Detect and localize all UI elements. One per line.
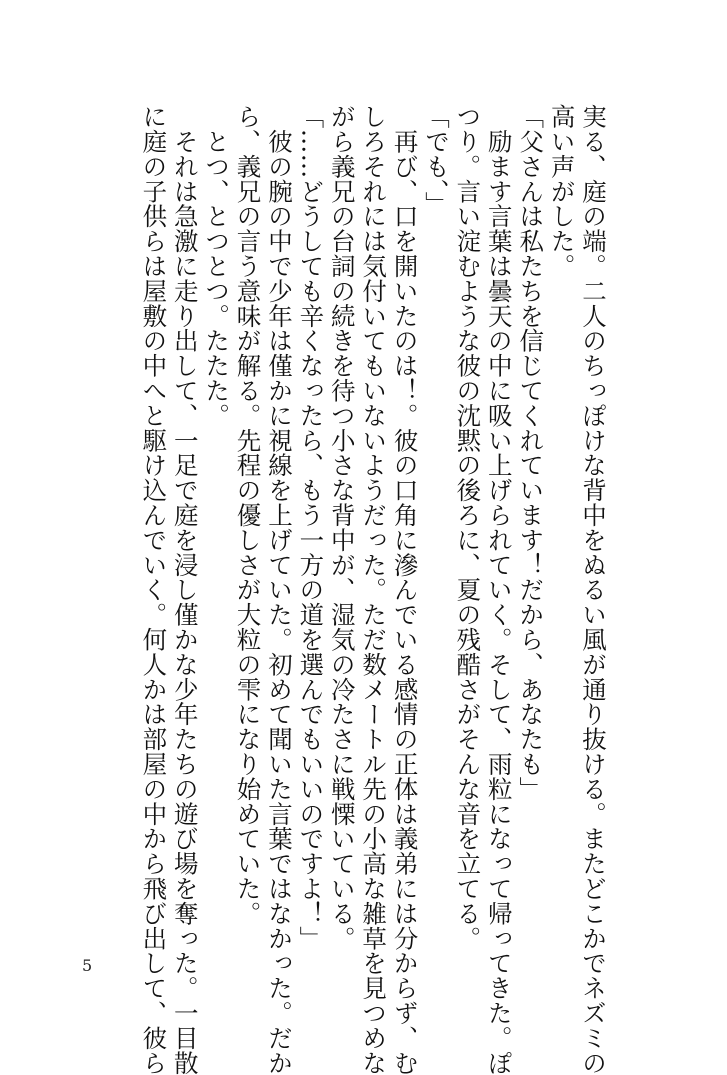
text-line: 再び、口を開いたのは！。彼の口角に滲んでいる感情の正体は義弟には分からず、む [390,104,420,1075]
text-line: 高い声がした。 [547,104,577,279]
text-line: ら、義兄の言う意味が解る。先程の優しさが大粒の雫になり始めていた。 [233,104,263,926]
text-line: に庭の子供らは屋敷の中へと駆け込んでいく。何人かは部屋の中から飛び出して、彼ら [139,104,169,1075]
text-line: 彼の腕の中で少年は僅かに視線を上げていた。初めて聞いた言葉ではなかった。だか [264,104,294,1075]
text-line: 励ます言葉は曇天の中に吸い上げられていく。そして、雨粒になって帰ってきた。ぽ [484,104,514,1075]
text-line: 「父さんは私たちを信じてくれています！だから、あなたも」 [516,104,546,802]
text-line: 実る、庭の端。二人のちっぽけな背中をぬるい風が通り抜ける。またどこかでネズミの [579,104,608,1075]
text-line: つり。言い淀むような彼の沈黙の後ろに、夏の残酷さがそんな音を立てる。 [453,104,483,951]
vertical-text-body [138,104,609,1075]
text-line: それは急激に走り出して、一足で庭を浸し僅かな少年たちの遊び場を奪った。一目散 [170,104,200,1075]
text-line: とつ、とつとつ。たたた。 [202,104,232,428]
text-line: 「……どうしても辛くなったら、もう一方の道を選んでもいいのですよ！」 [296,104,326,951]
text-line: 「でも、」 [421,104,451,217]
page-number: 5 [82,956,93,975]
text-line: しろそれには気付いてもいないようだった。ただ数メートル先の小高な雑草を見つめな [359,104,389,1075]
text-line: がら義兄の台詞の続きを待つ小さな背中が、湿気の冷たさに戦慄いている。 [327,104,357,951]
